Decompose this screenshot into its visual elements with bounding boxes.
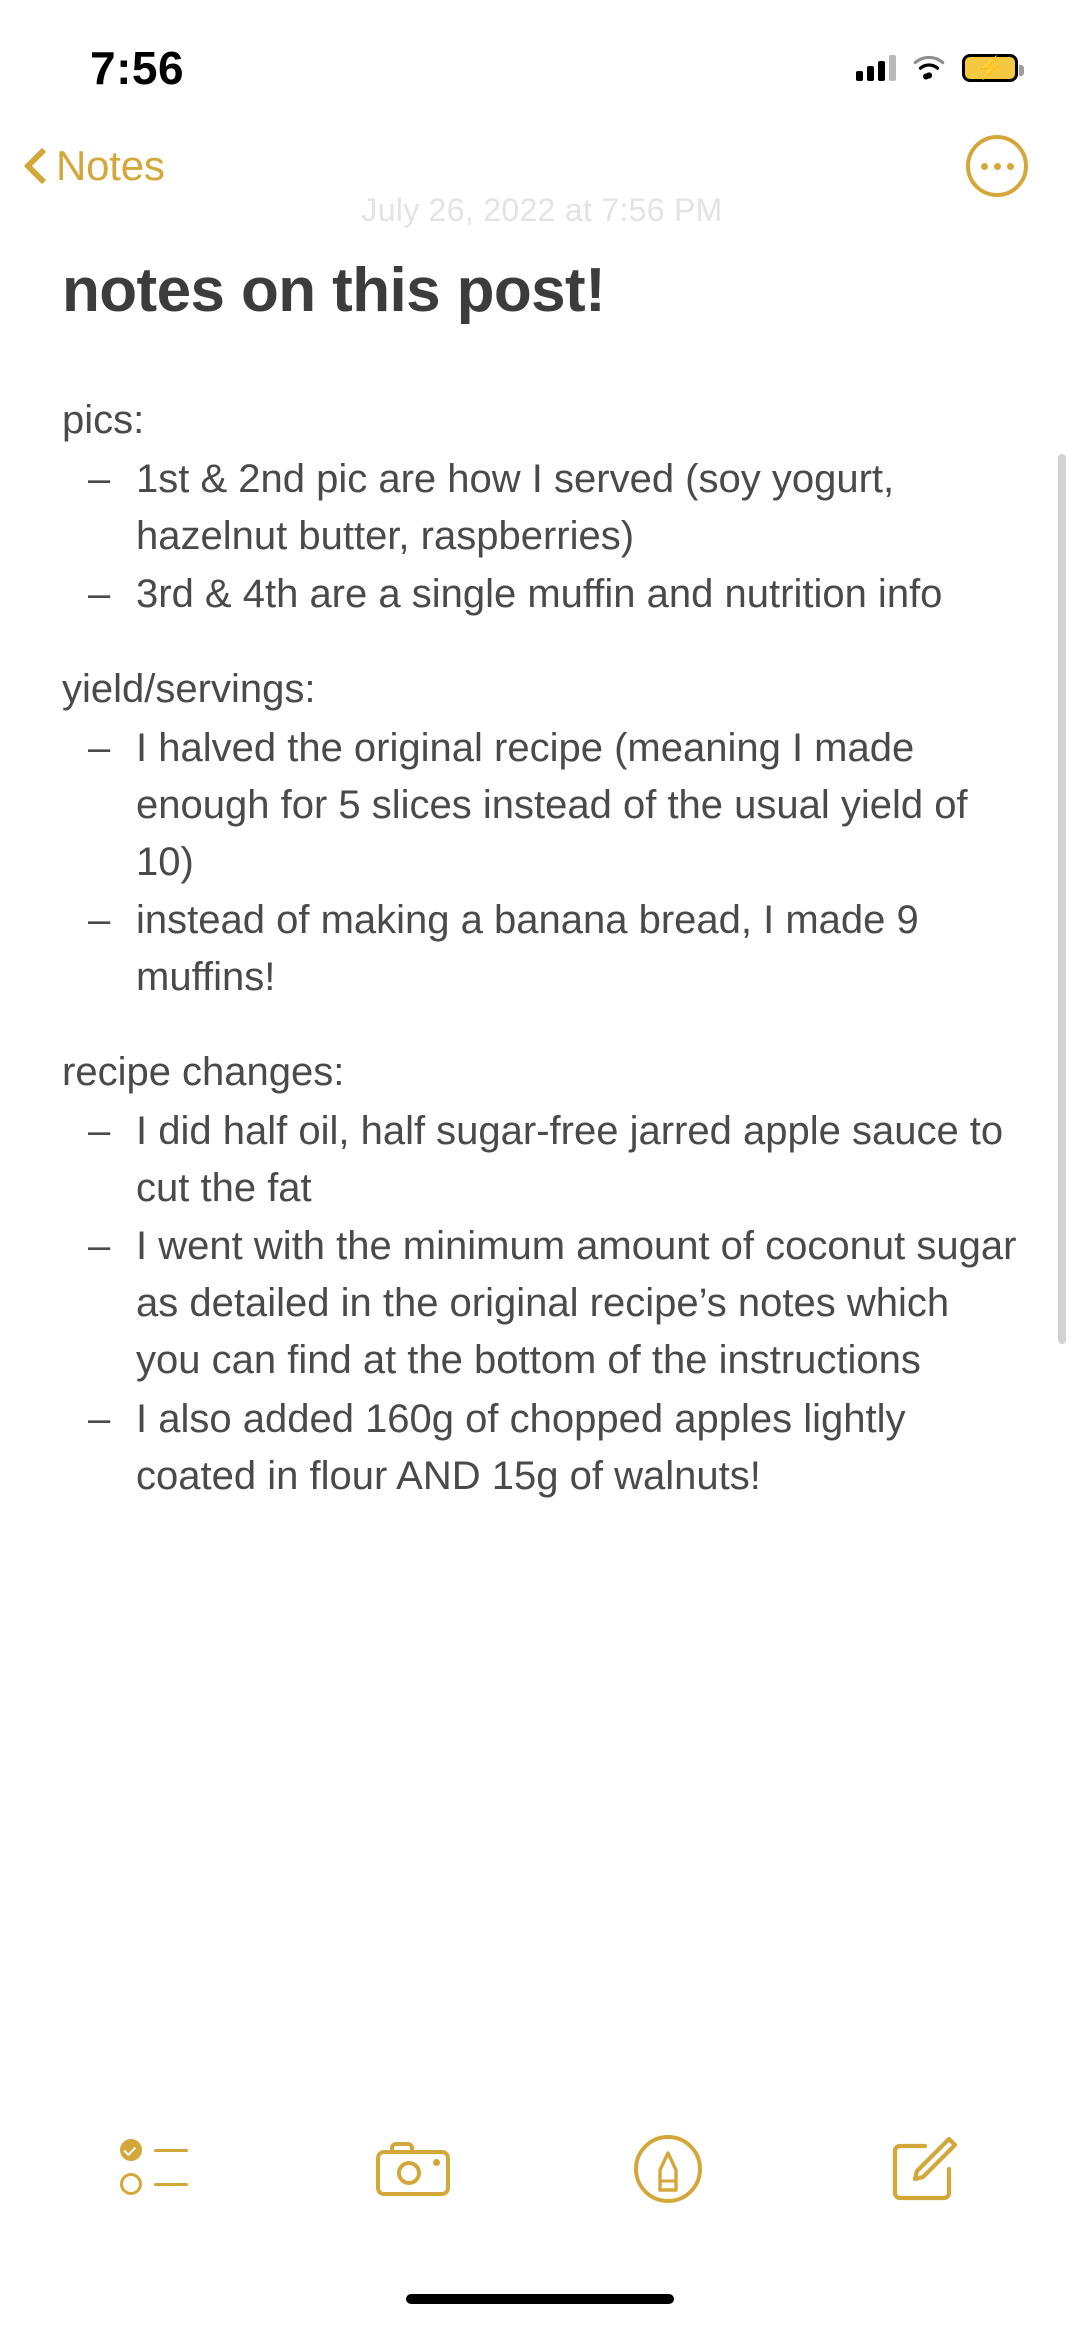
- battery-charging-icon: ⚡: [962, 54, 1018, 82]
- bullet-marker: –: [88, 898, 111, 943]
- list-item-text: I halved the original recipe (meaning I made enough for 5 slices instead of the usual yield of 10): [136, 725, 968, 884]
- list-item: [62, 720, 1022, 890]
- wifi-icon: [912, 55, 946, 81]
- list-item: [62, 1391, 1022, 1505]
- list-item: [62, 451, 1022, 565]
- checklist-button[interactable]: [98, 2121, 218, 2217]
- camera-button[interactable]: [353, 2121, 473, 2217]
- note-content[interactable]: [0, 192, 1080, 2124]
- note-section: [62, 1046, 1022, 1504]
- bullet-list: [62, 1103, 1022, 1505]
- note-section: [62, 663, 1022, 1006]
- markup-pen-icon: [634, 2135, 702, 2203]
- checklist-icon: [120, 2139, 196, 2199]
- section-heading: pics:: [62, 398, 145, 442]
- list-item-text: instead of making a banana bread, I made 9 muffins!: [136, 898, 919, 1000]
- camera-icon: [376, 2142, 450, 2196]
- bullet-marker: –: [88, 1396, 111, 1441]
- cellular-signal-icon: [856, 55, 896, 81]
- markup-button[interactable]: [608, 2121, 728, 2217]
- list-item: [62, 1218, 1022, 1388]
- note-toolbar: [0, 2104, 1080, 2234]
- compose-icon: [889, 2135, 957, 2203]
- bullet-marker: –: [88, 572, 111, 617]
- note-title: notes on this post!: [62, 256, 606, 325]
- back-button-label: Notes: [56, 142, 165, 189]
- status-time: 7:56: [90, 42, 185, 94]
- bullet-marker: –: [88, 1224, 111, 1269]
- section-heading: recipe changes:: [62, 1049, 345, 1094]
- status-bar: [0, 0, 1080, 118]
- list-item: [62, 1103, 1022, 1217]
- list-item-text: I did half oil, half sugar-free jarred apple sauce to cut the fat: [136, 1108, 1004, 1210]
- note-section: [62, 394, 1022, 623]
- bullet-marker: –: [88, 1108, 111, 1153]
- back-to-notes-button[interactable]: [24, 142, 165, 190]
- note-date: July 26, 2022 at 7:56 PM: [361, 192, 723, 228]
- list-item-text: I also added 160g of chopped apples lightly coated in flour AND 15g of walnuts!: [136, 1396, 906, 1498]
- list-item: [62, 566, 1022, 623]
- home-indicator: [406, 2294, 674, 2304]
- bullet-marker: –: [88, 725, 111, 770]
- list-item-text: I went with the minimum amount of coconut sugar as detailed in the original recipe’s notes which you can find at the bottom of the instructions: [136, 1224, 1017, 1382]
- compose-button[interactable]: [863, 2121, 983, 2217]
- bullet-list: [62, 720, 1022, 1006]
- status-indicators: [856, 54, 1018, 82]
- bullet-marker: –: [88, 456, 111, 501]
- list-item-text: 3rd & 4th are a single muffin and nutrition info: [136, 572, 943, 617]
- chevron-left-icon: [24, 147, 46, 185]
- section-heading: yield/servings:: [62, 667, 316, 712]
- scrollbar[interactable]: [1058, 454, 1066, 1344]
- more-options-icon[interactable]: [966, 135, 1028, 197]
- list-item-text: 1st & 2nd pic are how I served (soy yogurt, hazelnut butter, raspberries): [136, 456, 895, 558]
- list-item: [62, 892, 1022, 1006]
- bullet-list: [62, 451, 1022, 623]
